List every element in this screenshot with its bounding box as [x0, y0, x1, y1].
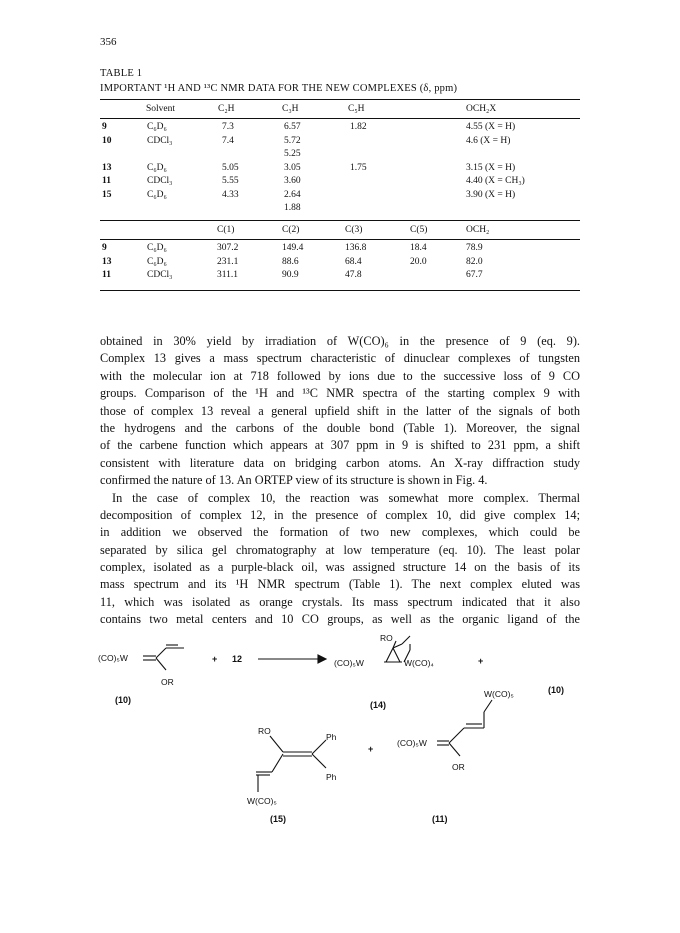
- table-cell: 231.1: [217, 256, 239, 267]
- table-caption: IMPORTANT ¹H AND ¹³C NMR DATA FOR THE NEW COMPLEXES (δ, ppm): [100, 83, 458, 94]
- table-header-och2: OCH₂: [466, 225, 490, 235]
- table-cell: C₆D₆: [147, 122, 167, 132]
- body-text-line: with the molecular ion at 718 followed by ions due to the successive loss of 9 CO: [100, 368, 580, 383]
- table-cell: 3.60: [284, 176, 301, 186]
- table-header-c2: C(2): [282, 225, 300, 235]
- body-text-line: contains two metal centers and 10 CO groups, as well as the organic ligand of the: [100, 612, 580, 627]
- body-text-line: of the carbene function which appears at 307 ppm in 9 is shifted to 231 ppm, a shift: [100, 438, 580, 453]
- product15-ro: RO: [258, 726, 271, 736]
- table-label: TABLE 1: [100, 68, 143, 79]
- product14-right: W(CO)₄: [404, 658, 434, 668]
- table-cell: 18.4: [410, 243, 427, 253]
- table-cell: CDCl₃: [147, 176, 173, 186]
- table-cell: C₆D₆: [147, 162, 167, 173]
- table-cell: CDCl₃: [147, 135, 173, 146]
- table-header-c3: C(3): [345, 225, 363, 235]
- table-header-c3h: C₃H: [282, 104, 299, 114]
- table-cell: 149.4: [282, 243, 304, 253]
- table-row-id: 9: [102, 243, 107, 253]
- table-row-id: 11: [102, 270, 111, 280]
- body-text-line: groups. Comparison of the ¹H and ¹³C NMR spectra of the starting complex 9 with: [100, 386, 580, 401]
- body-text-line: In the case of complex 10, the reaction was somewhat more complex. Thermal: [112, 490, 580, 505]
- table-cell: 78.9: [466, 243, 483, 253]
- bond: [156, 648, 166, 658]
- bond: [312, 754, 326, 768]
- body-text-line: confirmed the nature of 13. An ORTEP view of its structure is shown in Fig. 4.: [100, 473, 488, 488]
- page-number: 356: [100, 36, 117, 48]
- table-cell: 4.40 (X = CH₃): [466, 176, 525, 186]
- plus-sign: +: [212, 654, 218, 664]
- bond: [484, 700, 492, 712]
- equation-number: (10): [548, 685, 565, 695]
- table-cell: C₆D₆: [147, 256, 167, 267]
- bond: [449, 728, 464, 743]
- table-cell: 6.57: [284, 122, 301, 132]
- table-cell: 3.05: [284, 162, 301, 173]
- body-text-line: consistent with literature data on bridging carbon atoms. An X-ray diffraction study: [100, 455, 580, 470]
- bond: [393, 648, 400, 662]
- body-text-line: decomposition of complex 12, in the presence of complex 10, did give complex 14;: [100, 507, 580, 522]
- product11-left: (CO)₅W: [397, 738, 427, 748]
- body-text-line: those of complex 13 reveal a general upfield shift in the latter of the signals of both: [100, 403, 580, 418]
- table-cell: 3.90 (X = H): [466, 189, 516, 200]
- plus-sign: +: [478, 656, 484, 666]
- table-cell: 1.82: [350, 122, 367, 132]
- table-header-c1: C(1): [217, 225, 235, 235]
- table-cell: 1.75: [350, 162, 367, 173]
- product14-label: (14): [370, 700, 387, 710]
- table-row-id: 10: [102, 135, 112, 146]
- table-row-id: 13: [102, 162, 112, 173]
- table-cell: 5.72: [284, 135, 301, 146]
- arrowhead: [318, 655, 326, 663]
- table-cell: 5.25: [284, 149, 301, 159]
- body-text-line: 11, which was isolated as orange crystals. Its mass spectrum indicated that it also: [100, 594, 580, 609]
- table-header-och2x: OCH₂X: [466, 104, 497, 114]
- bond: [270, 736, 283, 752]
- table-cell: 90.9: [282, 270, 299, 280]
- product11-or: OR: [452, 762, 465, 772]
- reactant-or: OR: [161, 677, 174, 687]
- table-header-c5: C(5): [410, 225, 428, 235]
- table-row-id: 13: [102, 256, 112, 267]
- table-cell: C₆D₆: [147, 243, 167, 253]
- table-cell: 2.64: [284, 189, 301, 200]
- table-cell: 311.1: [217, 270, 239, 280]
- product11-wtop: W(CO)₅: [484, 689, 514, 699]
- table-cell: 4.6 (X = H): [466, 135, 511, 146]
- table-cell: CDCl₃: [147, 270, 173, 280]
- table-cell: C₆D₆: [147, 189, 167, 200]
- table-row-id: 15: [102, 189, 112, 200]
- table-cell: 20.0: [410, 256, 427, 267]
- plus-sign: +: [368, 744, 374, 754]
- table-cell: 88.6: [282, 256, 299, 267]
- table-cell: 5.55: [222, 176, 239, 186]
- product14-ro: RO: [380, 633, 393, 643]
- bond: [272, 754, 283, 772]
- table-cell: 307.2: [217, 243, 239, 253]
- body-text-line: complex, isolated as a purple-black oil, was assigned structure 14 on the basis of its: [100, 560, 580, 575]
- body-text-line: mass spectrum and its ¹H NMR spectrum (Table 1). The next complex eluted was: [100, 577, 580, 592]
- body-text-line: Complex 13 gives a mass spectrum characteristic of dinuclear complexes of tungsten: [100, 351, 580, 366]
- reagent-label: 12: [232, 654, 243, 664]
- bond: [156, 658, 166, 670]
- table-row-id: 9: [102, 122, 107, 132]
- table-cell: 136.8: [345, 243, 367, 253]
- bond: [402, 636, 410, 644]
- product15-ph1: Ph: [326, 732, 337, 742]
- table-cell: 4.33: [222, 189, 239, 200]
- table-cell: 4.55 (X = H): [466, 122, 516, 132]
- table-header-c2h: C₂H: [218, 104, 235, 114]
- product15-label: (15): [270, 814, 287, 824]
- reactant-complex: (CO)₅W: [98, 653, 128, 663]
- product11-label: (11): [432, 814, 448, 824]
- table-cell: 1.88: [284, 203, 301, 213]
- bond: [449, 743, 460, 756]
- body-text-line: obtained in 30% yield by irradiation of W(CO)₆ in the presence of 9 (eq. 9).: [100, 334, 580, 348]
- product15-ph2: Ph: [326, 772, 337, 782]
- table-cell: 67.7: [466, 270, 483, 280]
- table-header-solvent: Solvent: [146, 104, 176, 114]
- table-cell: 47.8: [345, 270, 362, 280]
- product15-w: W(CO)₅: [247, 796, 277, 806]
- table-cell: 3.15 (X = H): [466, 162, 516, 173]
- table-cell: 7.3: [222, 122, 234, 132]
- body-text-line: separated by silica gel chromatography at low temperature (eq. 10). The least polar: [100, 542, 580, 557]
- body-text-line: in addition we observed the formation of two new complexes, which could be: [100, 525, 580, 540]
- bond: [386, 648, 393, 662]
- table-header-c5h: C₅H: [348, 104, 365, 114]
- bond: [312, 740, 326, 754]
- body-text-line: the hydrogens and the carbons of the double bond (Table 1). Moreover, the signal: [100, 420, 580, 435]
- product14-left: (CO)₅W: [334, 658, 364, 668]
- table-cell: 82.0: [466, 256, 483, 267]
- table-cell: 5.05: [222, 162, 239, 173]
- table-cell: 7.4: [222, 135, 234, 146]
- reactant-label: (10): [115, 695, 132, 705]
- table-cell: 68.4: [345, 256, 362, 267]
- table-row-id: 11: [102, 176, 111, 186]
